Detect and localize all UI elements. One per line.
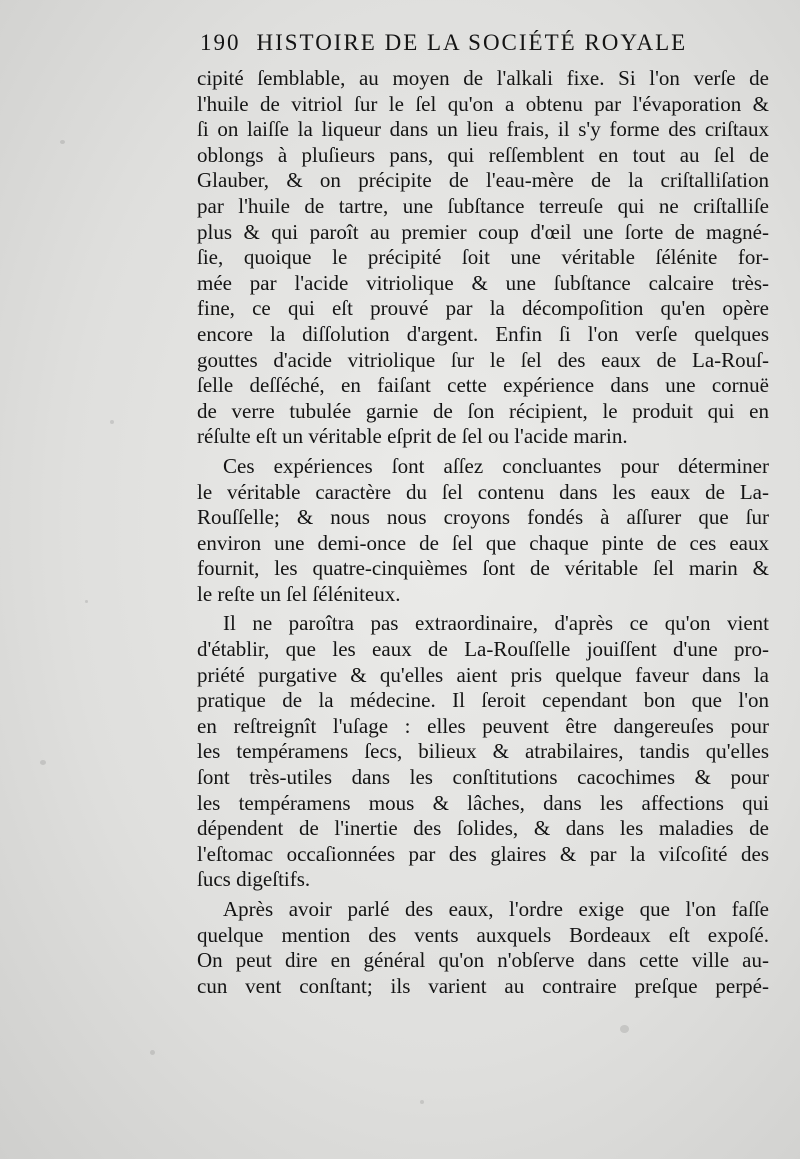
paragraph-3 — [197, 611, 769, 893]
text-line: Il ne paroîtra pas extraordinaire, d'après ce qu'on vient — [223, 611, 769, 636]
text-line: dépendent de l'inertie des ſolides, & dans les maladies de — [197, 816, 769, 841]
text-line: encore la diſſolution d'argent. Enfin ſi l'on verſe quelques — [197, 321, 769, 346]
text-line: quelque mention des vents auxquels Bordeaux eſt expoſé. — [197, 922, 769, 947]
text-line: environ une demi-once de ſel que chaque pinte de ces eaux — [197, 530, 769, 555]
paragraph-4 — [197, 897, 769, 999]
text-line: fournit, les quatre-cinquièmes ſont de véritable ſel marin & — [197, 556, 769, 581]
text-line: le reſte un ſel ſéléniteux. — [197, 581, 401, 606]
paragraph-2 — [197, 454, 769, 608]
text-line: ſie, quoique le précipité ſoit une véritable ſélénite for- — [197, 245, 769, 270]
text-line: par l'huile de tartre, une ſubſtance terreuſe qui ne criſtalliſe — [197, 193, 769, 218]
paper-speck — [110, 420, 114, 424]
text-line: d'établir, que les eaux de La-Rouſſelle jouiſſent d'une pro- — [197, 637, 769, 662]
text-line: ſelle deſſéché, en faiſant cette expérience dans une cornuë — [197, 373, 769, 398]
text-line: ſont très-utiles dans les conſtitutions cacochimes & pour — [197, 765, 769, 790]
text-line: plus & qui paroît au premier coup d'œil une ſorte de magné- — [197, 219, 769, 244]
text-line: de verre tubulée garnie de ſon récipient, le produit qui en — [197, 398, 769, 423]
text-line: Après avoir parlé des eaux, l'ordre exige que l'on faſſe — [223, 897, 769, 921]
text-line: cipité ſemblable, au moyen de l'alkali fixe. Si l'on verſe de — [197, 66, 769, 90]
text-line: gouttes d'acide vitriolique ſur le ſel des eaux de La-Rouſ- — [197, 347, 769, 372]
paper-speck — [150, 1050, 155, 1055]
text-line: cun vent conſtant; ils varient au contraire preſque perpé- — [197, 973, 769, 998]
text-line: On peut dire en général qu'on n'obſerve dans cette ville au- — [197, 948, 769, 973]
text-line: l'huile de vitriol ſur le ſel qu'on a obtenu par l'évaporation & — [197, 91, 769, 116]
paper-speck — [620, 1025, 629, 1033]
paper-speck — [60, 140, 65, 144]
paper-speck — [85, 600, 88, 603]
page-number: 190 — [200, 30, 241, 55]
text-line: réſulte eſt un véritable eſprit de ſel ou l'acide marin. — [197, 424, 628, 449]
body-text — [197, 66, 769, 999]
text-line: en reſtreignît l'uſage : elles peuvent être dangereuſes pour — [197, 713, 769, 738]
text-line: priété purgative & qu'elles aient pris quelque faveur dans la — [197, 662, 769, 687]
paper-speck — [40, 760, 46, 765]
text-line: Glauber, & on précipite de l'eau-mère de la criſtalliſation — [197, 168, 769, 193]
text-line: mée par l'acide vitriolique & une ſubſtance calcaire très- — [197, 270, 769, 295]
text-line: Ces expériences ſont aſſez concluantes pour déterminer — [223, 453, 769, 478]
text-line: ſi on laiſſe la liqueur dans un lieu frais, il s'y forme des criſtaux — [197, 117, 769, 142]
text-line: les tempéramens mous & lâches, dans les affections qui — [197, 790, 769, 815]
text-line: ſucs digeſtifs. — [197, 867, 311, 892]
running-title: HISTOIRE DE LA SOCIÉTÉ ROYALE — [256, 30, 688, 55]
paragraph-1 — [197, 66, 769, 450]
text-line: pratique de la médecine. Il ſeroit cependant bon que l'on — [197, 688, 769, 713]
text-line: oblongs à pluſieurs pans, qui reſſemblent en tout au ſel de — [197, 142, 769, 167]
running-header — [200, 30, 760, 64]
text-line: le véritable caractère du ſel contenu dans les eaux de La- — [197, 479, 769, 504]
text-line: l'eſtomac occaſionnées par des glaires & par la viſcoſité des — [197, 841, 769, 866]
paper-speck — [420, 1100, 424, 1104]
text-line: fine, ce qui eſt prouvé par la décompoſition qu'en opère — [197, 296, 769, 321]
text-line: les tempéramens ſecs, bilieux & atrabilaires, tandis qu'elles — [197, 739, 769, 764]
text-line: Rouſſelle; & nous nous croyons fondés à aſſurer que ſur — [197, 505, 769, 530]
